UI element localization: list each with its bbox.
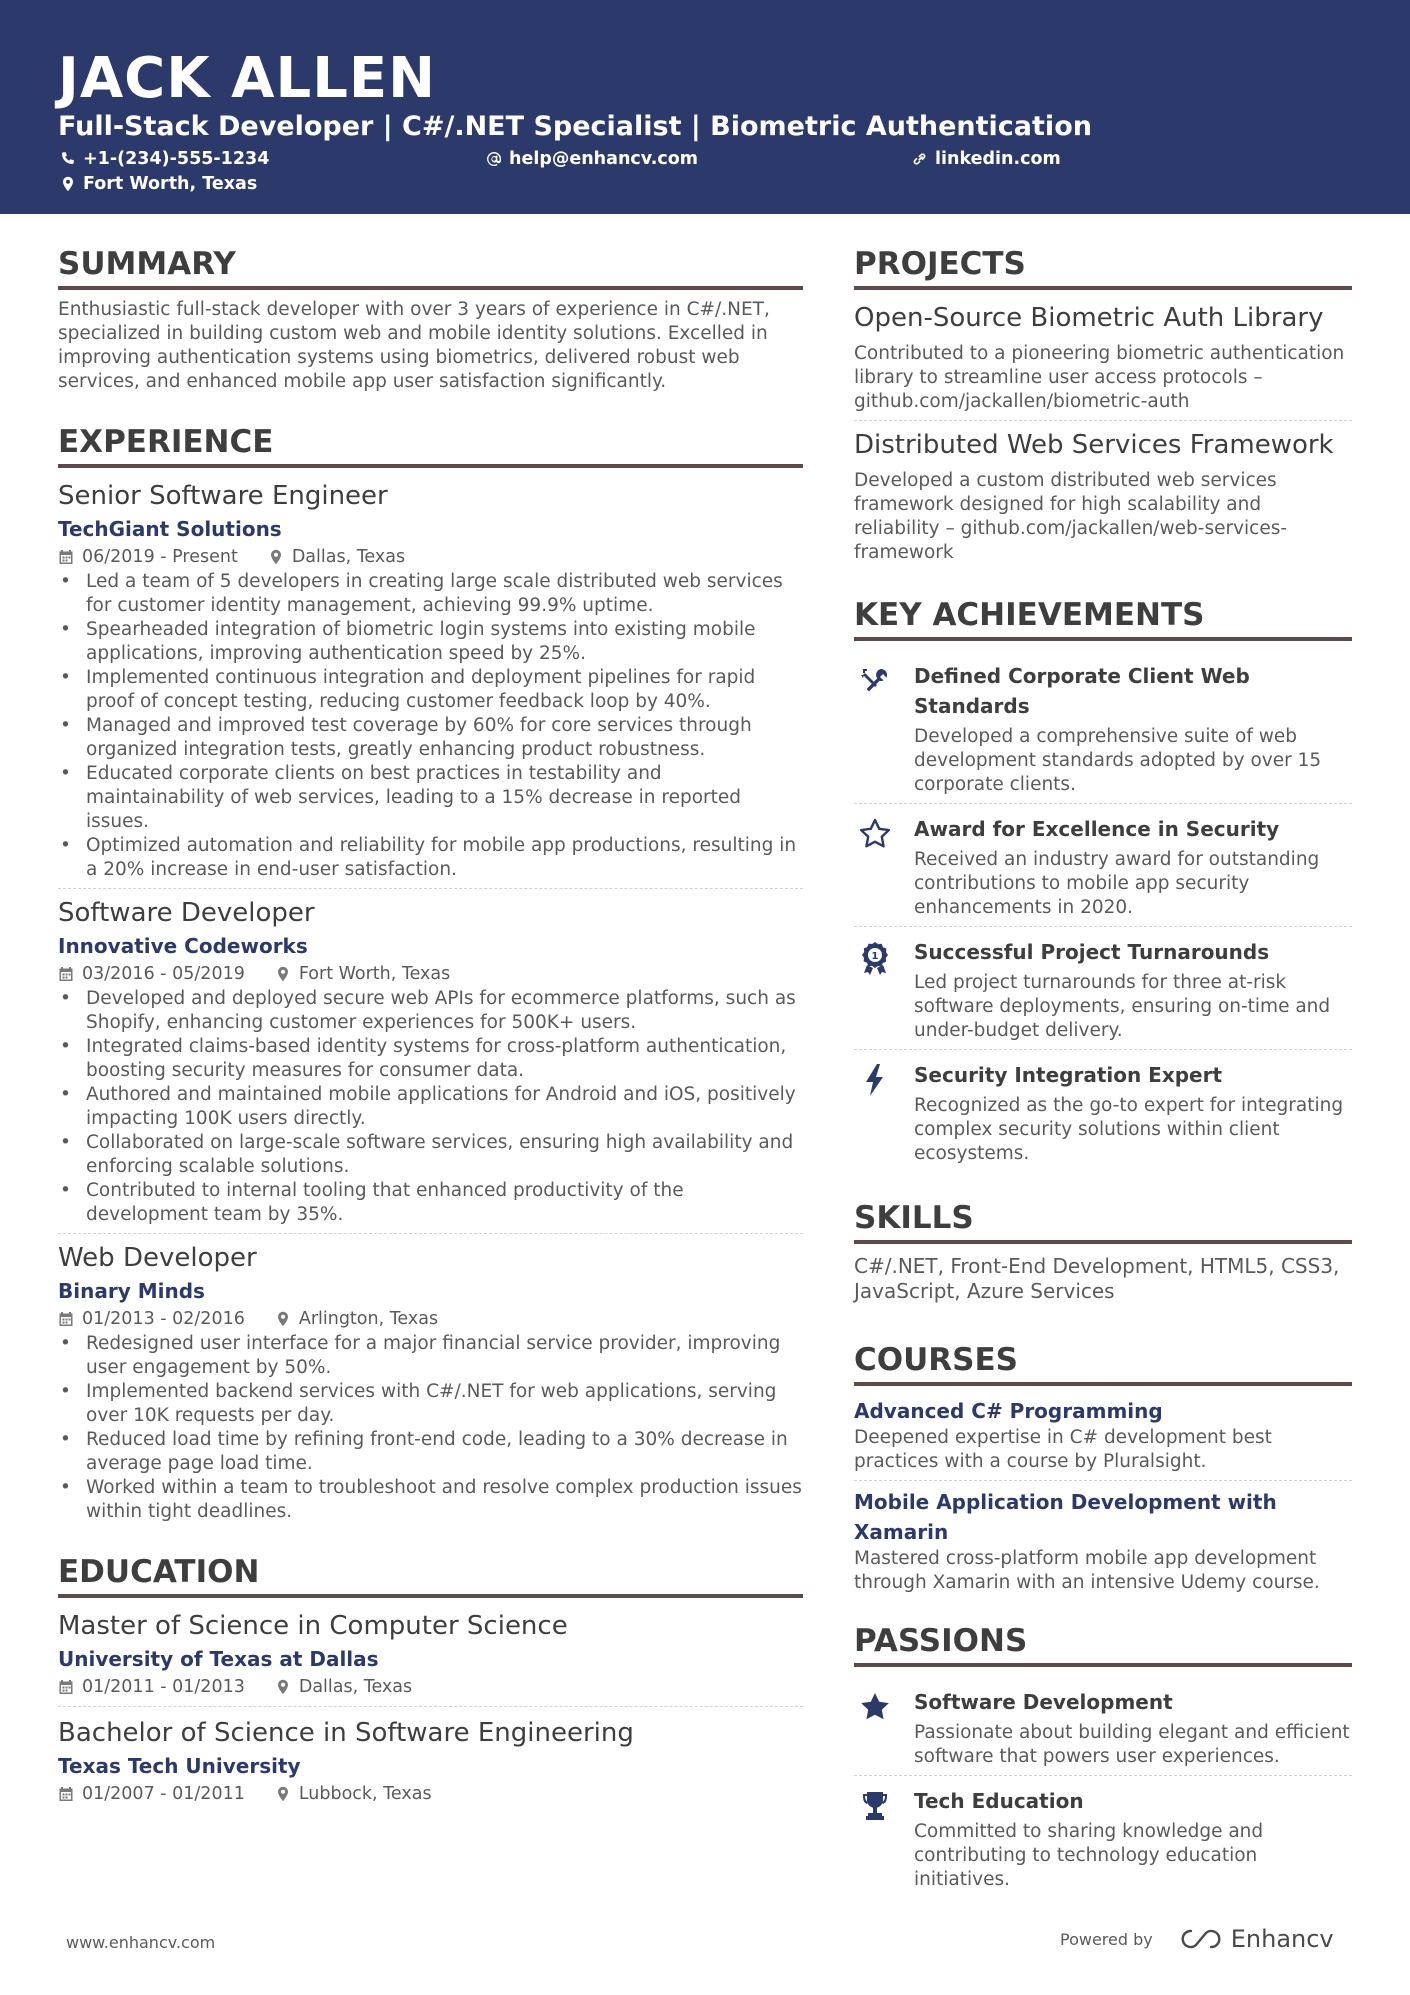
job-location: Fort Worth, Texas (298, 964, 451, 984)
course-entry (854, 1396, 1352, 1481)
location-pin-icon (275, 1311, 291, 1327)
job-location: Arlington, Texas (298, 1309, 439, 1329)
summary-text: Enthusiastic full-stack developer with over 3 years of experience in C#/.NET, specialized in building custom web and mobile identity solutions. Excelled in improving authentication systems using biometrics, delivered robust web services, and enhanced mobile app user satisfaction significantly. (58, 299, 770, 392)
enhancv-logo[interactable] (1179, 1925, 1334, 1953)
education-entry (58, 1608, 803, 1707)
skills-heading: SKILLS (854, 1198, 1352, 1244)
achievement-title: Security Integration Expert (914, 1063, 1223, 1087)
right-column (854, 244, 1352, 1898)
achievement-item (854, 1050, 1352, 1172)
job-role: Senior Software Engineer (58, 481, 388, 511)
bullet-item: • Reduced load time by refining front-end code, leading to a 30% decrease in average page load time. (58, 1428, 803, 1476)
svg-text:1: 1 (871, 951, 879, 962)
job-company: Binary Minds (58, 1279, 205, 1303)
passion-item (854, 1776, 1352, 1898)
location-pin-icon (60, 176, 76, 192)
calendar-icon (58, 1311, 74, 1327)
bullet-item: • Implemented continuous integration and deployment pipelines for rapid proof of concept testing, reducing customer feedback loop by 40%. (58, 666, 803, 714)
education-meta (58, 1674, 803, 1700)
degree-title: Master of Science in Computer Science (58, 1611, 568, 1641)
projects-section (854, 244, 1352, 565)
bullet-item: • Optimized automation and reliability for mobile app productions, resulting in a 20% increase in end-user satisfaction. (58, 834, 803, 882)
bullet-item: • Educated corporate clients on best practices in testability and maintainability of web services, leading to a 15% decrease in reported issues. (58, 762, 803, 834)
location-text: Fort Worth, Texas (83, 174, 258, 194)
summary-section (58, 244, 803, 394)
passion-item (854, 1677, 1352, 1776)
job-meta (58, 544, 803, 570)
footer-website[interactable]: www.enhancv.com (66, 1933, 216, 1952)
email-text: help@enhancv.com (509, 149, 699, 169)
passions-heading: PASSIONS (854, 1621, 1352, 1667)
lightning-icon (857, 1062, 893, 1098)
course-description: Deepened expertise in C# development best practices with a course by Pluralsight. (854, 1427, 1272, 1472)
passion-description: Committed to sharing knowledge and contributing to technology education initiatives. (914, 1821, 1264, 1890)
project-description: Developed a custom distributed web services framework designed for high scalability and reliability – github.com/jackallen/web-services-framework (854, 470, 1288, 563)
course-entry (854, 1481, 1352, 1595)
bullet-item: • Implemented backend services with C#/.NET for web applications, serving over 10K requests per day. (58, 1380, 803, 1428)
enhancv-logo-text: Enhancv (1230, 1925, 1334, 1953)
location-pin-icon (275, 966, 291, 982)
job-entry (58, 1234, 803, 1524)
candidate-name: JACK ALLEN (58, 46, 436, 111)
achievements-section (854, 595, 1352, 1172)
phone-contact[interactable] (60, 147, 269, 171)
linkedin-text: linkedin.com (935, 149, 1061, 169)
courses-heading: COURSES (854, 1340, 1352, 1386)
job-dates: 06/2019 - Present (82, 547, 238, 567)
passion-title: Software Development (914, 1690, 1173, 1714)
calendar-icon (58, 966, 74, 982)
project-description: Contributed to a pioneering biometric authentication library to streamline user access protocols – github.com/jackallen/biometric-auth (854, 343, 1345, 412)
achievement-item (854, 804, 1352, 927)
education-dates: 01/2007 - 01/2011 (82, 1784, 245, 1804)
passion-title: Tech Education (914, 1789, 1084, 1813)
achievement-description: Received an industry award for outstanding contributions to mobile app security enhancements in 2020. (914, 849, 1320, 918)
job-meta (58, 961, 803, 987)
education-location: Dallas, Texas (298, 1677, 413, 1697)
bullet-item: • Authored and maintained mobile applications for Android and iOS, positively impacting 100K users directly. (58, 1083, 803, 1131)
education-entry (58, 1707, 803, 1807)
bullet-item: • Integrated claims-based identity systems for cross-platform authentication, boosting security measures for consumer data. (58, 1035, 803, 1083)
achievement-title: Award for Excellence in Security (914, 817, 1280, 841)
job-role: Software Developer (58, 898, 315, 928)
link-icon (912, 151, 928, 167)
job-entry (58, 889, 803, 1234)
job-company: Innovative Codeworks (58, 934, 308, 958)
powered-by-label: Powered by (1060, 1929, 1153, 1949)
degree-title: Bachelor of Science in Software Engineering (58, 1718, 634, 1748)
location-contact (60, 172, 257, 196)
location-pin-icon (275, 1786, 291, 1802)
at-icon (486, 151, 502, 167)
course-description: Mastered cross-platform mobile app development through Xamarin with an intensive Udemy course. (854, 1548, 1320, 1593)
location-pin-icon (268, 549, 284, 565)
courses-section (854, 1340, 1352, 1595)
job-bullets (58, 570, 803, 882)
achievement-description: Led project turnarounds for three at-risk software deployments, ensuring on-time and under-budget delivery. (914, 972, 1331, 1041)
bullet-item: • Developed and deployed secure web APIs for ecommerce platforms, such as Shopify, enhancing customer experiences for 500K+ users. (58, 987, 803, 1035)
bullet-item: • Led a team of 5 developers in creating large scale distributed web services for customer identity management, achieving 99.9% uptime. (58, 570, 803, 618)
education-location: Lubbock, Texas (298, 1784, 432, 1804)
location-pin-icon (275, 1679, 291, 1695)
bullet-item: • Worked within a team to troubleshoot and resolve complex production issues within tight deadlines. (58, 1476, 803, 1524)
education-section (58, 1552, 803, 1807)
skills-list: C#/.NET, Front-End Development, HTML5, CSS3, JavaScript, Azure Services (854, 1254, 1340, 1303)
school-name: University of Texas at Dallas (58, 1647, 379, 1671)
projects-heading: PROJECTS (854, 244, 1352, 290)
project-entry (854, 300, 1352, 421)
job-entry (58, 478, 803, 889)
achievements-heading: KEY ACHIEVEMENTS (854, 595, 1352, 641)
bullet-item: • Collaborated on large-scale software services, ensuring high availability and enforcing scalable solutions. (58, 1131, 803, 1179)
passion-description: Passionate about building elegant and efficient software that powers user experiences. (914, 1722, 1350, 1767)
resume-header (0, 0, 1410, 214)
course-title: Advanced C# Programming (854, 1399, 1163, 1423)
job-bullets (58, 1332, 803, 1524)
achievement-item (854, 927, 1352, 1050)
job-company: TechGiant Solutions (58, 517, 282, 541)
project-entry (854, 421, 1352, 565)
achievement-title: Defined Corporate Client Web Standards (914, 664, 1250, 718)
experience-heading: EXPERIENCE (58, 422, 803, 468)
left-column (58, 244, 803, 1807)
star-outline-icon (857, 816, 893, 852)
achievement-description: Developed a comprehensive suite of web development standards adopted by over 15 corporate clients. (914, 726, 1322, 795)
education-dates: 01/2011 - 01/2013 (82, 1677, 245, 1697)
email-contact[interactable] (486, 147, 698, 171)
achievement-item (854, 651, 1352, 804)
course-title: Mobile Application Development with Xamarin (854, 1490, 1277, 1544)
passions-section (854, 1621, 1352, 1898)
project-title: Distributed Web Services Framework (854, 430, 1334, 460)
summary-heading: SUMMARY (58, 244, 803, 290)
achievement-title: Successful Project Turnarounds (914, 940, 1270, 964)
bullet-item: • Spearheaded integration of biometric login systems into existing mobile applications, improving authentication speed by 25%. (58, 618, 803, 666)
linkedin-contact[interactable] (912, 147, 1061, 171)
school-name: Texas Tech University (58, 1754, 301, 1778)
skills-section (854, 1198, 1352, 1304)
phone-icon (60, 151, 76, 167)
bullet-item: • Redesigned user interface for a major financial service provider, improving user engagement by 50%. (58, 1332, 803, 1380)
education-meta (58, 1781, 803, 1807)
footer-branding (1060, 1925, 1334, 1953)
experience-section (58, 422, 803, 1524)
calendar-icon (58, 1679, 74, 1695)
calendar-icon (58, 549, 74, 565)
trophy-icon (857, 1788, 893, 1824)
phone-text: +1-(234)-555-1234 (83, 149, 270, 169)
job-role: Web Developer (58, 1243, 257, 1273)
calendar-icon (58, 1786, 74, 1802)
bullet-item: • Contributed to internal tooling that enhanced productivity of the development team by 35%. (58, 1179, 803, 1227)
job-location: Dallas, Texas (291, 547, 406, 567)
job-dates: 01/2013 - 02/2016 (82, 1309, 245, 1329)
project-title: Open-Source Biometric Auth Library (854, 303, 1324, 333)
candidate-title: Full-Stack Developer | C#/.NET Specialist | Biometric Authentication (58, 111, 1092, 142)
job-bullets (58, 987, 803, 1227)
medal-icon (857, 939, 893, 975)
education-heading: EDUCATION (58, 1552, 803, 1598)
bullet-item: • Managed and improved test coverage by 60% for core services through organized integration tests, greatly enhancing product robustness. (58, 714, 803, 762)
star-icon (857, 1689, 893, 1725)
enhancv-logo-icon (1179, 1927, 1223, 1951)
job-dates: 03/2016 - 05/2019 (82, 964, 245, 984)
achievement-description: Recognized as the go-to expert for integrating complex security solutions within client ecosystems. (914, 1095, 1344, 1164)
job-meta (58, 1306, 803, 1332)
tools-icon (857, 663, 893, 699)
